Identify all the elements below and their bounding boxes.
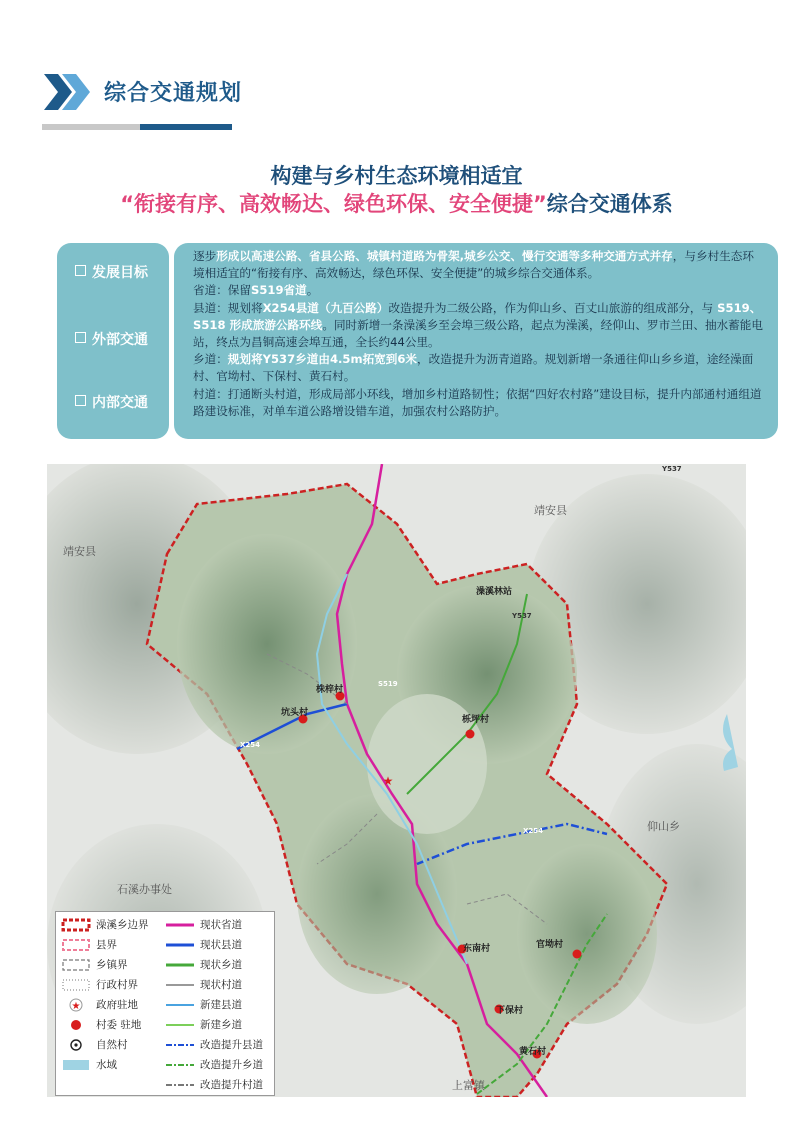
boundary-icon xyxy=(60,918,92,932)
township-road-icon xyxy=(164,958,196,972)
headline-highlight: “衔接有序、高效畅达、绿色环保、安全便捷” xyxy=(120,192,547,216)
goal-development: 发展目标 xyxy=(75,262,148,282)
star-icon xyxy=(60,998,92,1012)
upgrade-county-road-icon xyxy=(164,1038,196,1052)
water-icon xyxy=(60,1058,92,1072)
region-label: 靖安县 xyxy=(63,545,96,558)
village-label: 官坳村 xyxy=(536,940,564,950)
desc-development: 逐步形成以高速公路、省县公路、城镇村道路为骨架,城乡公交、慢行交通等多种交通方式并存，与乡村生态环境相适宜的“衔接有序、高效畅达，绿色环保、安全便捷”的城乡综合交通体系。 xyxy=(193,249,754,281)
goal-external: 外部交通 xyxy=(75,329,148,349)
new-township-road-icon xyxy=(164,1018,196,1032)
village-road-icon xyxy=(164,978,196,992)
headline-line2 xyxy=(0,188,793,218)
upgrade-township-road-icon xyxy=(164,1058,196,1072)
checkbox-icon xyxy=(75,332,86,343)
desc-province: 省道：保留S519省道。 xyxy=(193,283,319,298)
headline-line1: 构建与乡村生态环境相适宜 xyxy=(270,164,523,188)
village-label: 东南村 xyxy=(463,944,491,954)
road-code-label: S519 xyxy=(378,680,398,688)
road-code-label: Y537 xyxy=(512,612,532,620)
village-boundary-icon xyxy=(60,978,92,992)
goal-internal: 内部交通 xyxy=(75,392,148,412)
new-county-road-icon xyxy=(164,998,196,1012)
road-code-label: Y537 xyxy=(662,465,682,473)
province-road-icon xyxy=(164,918,196,932)
road-code-label: X254 xyxy=(523,827,544,835)
circle-dot-icon xyxy=(60,1038,92,1052)
checkbox-icon xyxy=(75,265,86,276)
region-label: 靖安县 xyxy=(534,504,567,517)
township-boundary-icon xyxy=(60,958,92,972)
checkbox-icon xyxy=(75,395,86,406)
title-rule-grey xyxy=(42,124,142,130)
map-legend: 澡溪乡边界 县界 乡镇界 行政村界 ★ 政府驻地 村委 驻地 自然村 水域 现状省道 现状县道 现状乡道 现状村道 新建县道 新建乡道 改造提升县道 改造提升乡道 改造提升村道 xyxy=(55,911,275,1096)
village-label: 株梓村 xyxy=(316,685,344,695)
county-road-icon xyxy=(164,938,196,952)
county-boundary-icon xyxy=(60,938,92,952)
svg-text:★: ★ xyxy=(382,774,394,788)
village-label: 下保村 xyxy=(496,1006,524,1016)
headline-rest: 综合交通体系 xyxy=(546,192,673,216)
desc-village: 村道：打通断头村道，形成局部小环线，增加乡村道路韧性；依据“四好农村路”建设目标，提升内部通村通组道路建设标准，对单车道公路增设错车道，加强农村公路防护。 xyxy=(193,386,762,418)
region-label: 上富镇 xyxy=(452,1079,485,1092)
village-label: 黄石村 xyxy=(519,1047,547,1057)
region-label: 仰山乡 xyxy=(647,820,680,833)
description-text xyxy=(193,248,763,420)
desc-township: 乡道：规划将Y537乡道由4.5m拓宽到6米，改造提升为沥青道路。规划新增一条通往仰山乡乡道，途经澡面村、官坳村、下保村、黄石村。 xyxy=(193,352,754,384)
station-label: 澡溪林站 xyxy=(476,587,513,597)
goal-panel xyxy=(57,243,169,439)
red-dot-icon xyxy=(60,1018,92,1032)
region-label: 石溪办事处 xyxy=(117,883,172,896)
title-rule-blue xyxy=(140,124,232,130)
village-label: 坑头村 xyxy=(281,708,309,718)
village-label: 栎坪村 xyxy=(462,715,490,725)
section-title: 综合交通规划 xyxy=(104,81,243,106)
desc-county: 县道：规划将X254县道（九百公路）改造提升为二级公路，作为仰山乡、百丈山旅游的组成部分，与 S519、 S518 形成旅游公路环线。同时新增一条澡溪乡至会埠三级公路，起点为澡溪，经仰山、罗市兰田、抽水蓄能电站，终点为昌铜高速会埠互通，全长约44公里。 xyxy=(193,300,763,350)
road-code-label: X254 xyxy=(240,741,261,749)
upgrade-village-road-icon xyxy=(164,1078,196,1092)
chevron-icon xyxy=(42,72,92,112)
svg-text:★: ★ xyxy=(71,1001,81,1012)
